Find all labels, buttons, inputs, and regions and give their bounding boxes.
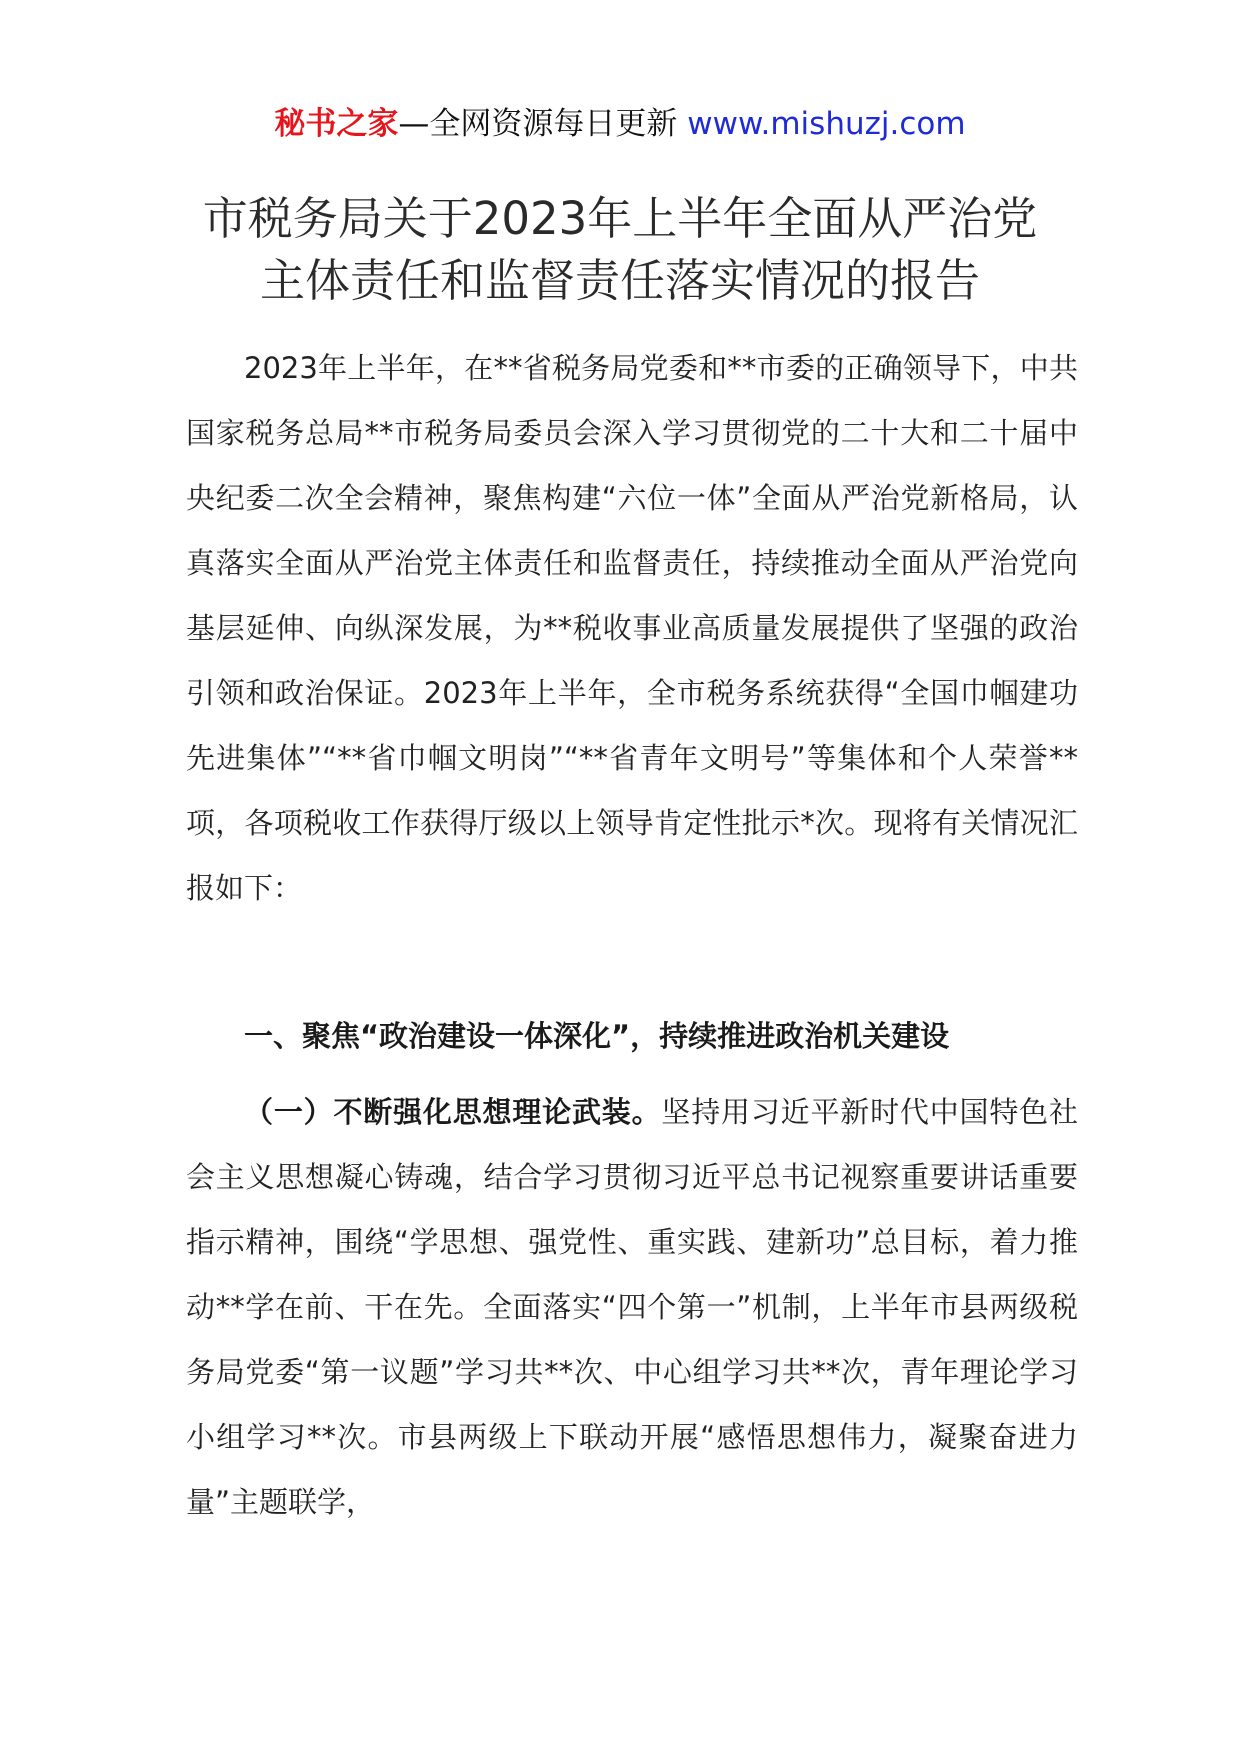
header-slogan: —全网资源每日更新 — [398, 106, 688, 142]
title-line-1: 市税务局关于2023年上半年全面从严治党 — [202, 192, 1038, 245]
section-1-heading: 一、聚焦“政治建设一体深化”，持续推进政治机关建设 — [244, 1019, 950, 1053]
intro-paragraph: 2023年上半年，在**省税务局党委和**市委的正确领导下，中共国家税务总局**市税务局委员会深入学习贯彻党的二十大和二十届中央纪委二次全会精神，聚焦构建“六位一体”全面从严治党新格局，认真落实全面从严治党主体责任和监督责任，持续推动全面从严治党向基层延伸、向纵深发展，为**税收事业高质量发展提供了坚强的政治引领和政治保证。2023年上半年，全市税务系统获得“全国巾帼建功先进集体”“**省巾帼文明岗”“**省青年文明号”等集体和个人荣誉**项，各项税收工作获得厅级以上领导肯定性批示*次。现将有关情况汇报如下： — [186, 351, 1078, 905]
section-1-paragraph — [186, 1080, 1078, 1535]
site-url[interactable]: www.mishuzj.com — [687, 106, 966, 142]
site-header — [0, 100, 1240, 148]
document-title — [150, 188, 1090, 312]
title-line-2: 主体责任和监督责任落实情况的报告 — [259, 254, 980, 307]
subsection-text: 坚持用习近平新时代中国特色社会主义思想凝心铸魂，结合学习贯彻习近平总书记视察重要讲话重要指示精神，围绕“学思想、强党性、重实践、建新功”总目标，着力推动**学在前、干在先。全面落实“四个第一”机制，上半年市县两级税务局党委“第一议题”学习共**次、中心组学习共**次，青年理论学习小组学习**次。市县两级上下联动开展“感悟思想伟力，凝聚奋进力量”主题联学， — [186, 1095, 1078, 1519]
subsection-heading: （一）不断强化思想理论武装。 — [244, 1095, 662, 1129]
brand-name: 秘书之家 — [274, 106, 399, 142]
